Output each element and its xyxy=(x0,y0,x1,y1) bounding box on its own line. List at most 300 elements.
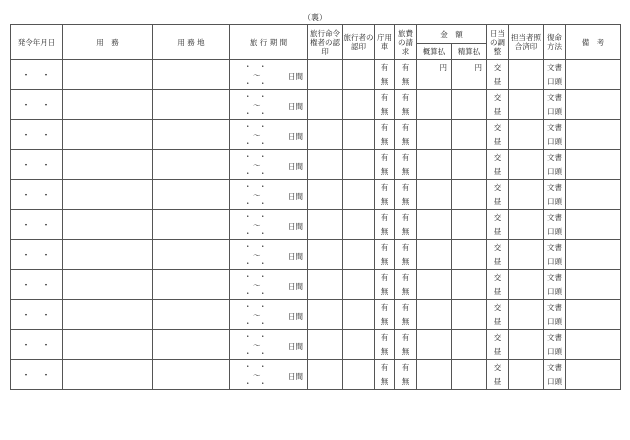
period-lines xyxy=(244,183,267,209)
period-end: ・ ・ xyxy=(244,379,267,388)
amount-approx-cell[interactable] xyxy=(417,240,452,270)
method-document[interactable]: 文書 xyxy=(547,182,562,192)
date-cell[interactable] xyxy=(11,120,63,150)
method-oral[interactable]: 口頭 xyxy=(547,286,562,296)
option-yes[interactable]: 有 xyxy=(401,62,410,72)
staff-check-cell[interactable] xyxy=(509,180,544,210)
option-yes[interactable]: 有 xyxy=(380,152,389,162)
remarks-cell[interactable] xyxy=(566,270,621,300)
official-car-cell[interactable] xyxy=(375,210,395,240)
official-car-cell[interactable] xyxy=(375,180,395,210)
allowance-cell[interactable] xyxy=(487,60,509,90)
remarks-cell[interactable] xyxy=(566,330,621,360)
expense-claim-cell[interactable] xyxy=(395,210,417,240)
staff-check-cell[interactable] xyxy=(509,150,544,180)
header-travel-expense-claim: 旅費の請求 xyxy=(395,25,417,60)
period-start: ・ ・ xyxy=(244,272,267,281)
return-method-cell[interactable] xyxy=(544,300,566,330)
method-document[interactable]: 文書 xyxy=(547,122,562,132)
option-no[interactable]: 無 xyxy=(401,256,410,266)
header-official-car: 庁用車 xyxy=(375,25,395,60)
expense-claim-cell[interactable] xyxy=(395,360,417,390)
traveler-seal-cell[interactable] xyxy=(343,180,375,210)
date-cell[interactable] xyxy=(11,300,63,330)
period-start: ・ ・ xyxy=(244,302,267,311)
allowance-top: 交 xyxy=(493,242,502,252)
staff-check-cell[interactable] xyxy=(509,300,544,330)
business-cell[interactable] xyxy=(63,240,153,270)
period-lines xyxy=(244,63,267,89)
traveler-seal-cell[interactable] xyxy=(343,90,375,120)
destination-cell[interactable] xyxy=(153,60,230,90)
option-no[interactable]: 無 xyxy=(380,346,389,356)
destination-cell[interactable] xyxy=(153,270,230,300)
amount-final-cell[interactable] xyxy=(452,360,487,390)
allowance-cell[interactable] xyxy=(487,90,509,120)
period-cell[interactable] xyxy=(230,330,308,360)
traveler-seal-cell[interactable] xyxy=(343,360,375,390)
staff-check-cell[interactable] xyxy=(509,90,544,120)
method-oral[interactable]: 口頭 xyxy=(547,106,562,116)
amount-final-cell[interactable] xyxy=(452,270,487,300)
date-placeholder: ・ ・ xyxy=(21,191,52,201)
table-row xyxy=(11,330,621,360)
option-no[interactable]: 無 xyxy=(380,166,389,176)
expense-claim-cell[interactable] xyxy=(395,330,417,360)
amount-approx-cell[interactable] xyxy=(417,60,452,90)
amount-final-cell[interactable] xyxy=(452,240,487,270)
period-end: ・ ・ xyxy=(244,319,267,328)
days-unit: 日間 xyxy=(288,252,303,261)
official-car-cell[interactable] xyxy=(375,300,395,330)
allowance-top: 交 xyxy=(493,62,502,72)
option-no[interactable]: 無 xyxy=(401,166,410,176)
approver-seal-cell[interactable] xyxy=(308,330,343,360)
header-destination: 用 務 地 xyxy=(153,25,230,60)
traveler-seal-cell[interactable] xyxy=(343,240,375,270)
expense-claim-cell[interactable] xyxy=(395,60,417,90)
period-cell[interactable] xyxy=(230,360,308,390)
option-no[interactable]: 無 xyxy=(380,106,389,116)
allowance-cell[interactable] xyxy=(487,180,509,210)
business-cell[interactable] xyxy=(63,150,153,180)
traveler-seal-cell[interactable] xyxy=(343,330,375,360)
period-cell[interactable] xyxy=(230,90,308,120)
days-unit: 日間 xyxy=(288,222,303,231)
amount-final-cell[interactable] xyxy=(452,330,487,360)
option-no[interactable]: 無 xyxy=(380,226,389,236)
period-cell[interactable] xyxy=(230,150,308,180)
business-cell[interactable] xyxy=(63,360,153,390)
date-placeholder: ・ ・ xyxy=(21,161,52,171)
days-unit: 日間 xyxy=(288,342,303,351)
period-tilde: ～ xyxy=(253,280,261,290)
option-yes[interactable]: 有 xyxy=(401,302,410,312)
allowance-cell[interactable] xyxy=(487,240,509,270)
option-yes[interactable]: 有 xyxy=(380,182,389,192)
traveler-seal-cell[interactable] xyxy=(343,150,375,180)
period-start: ・ ・ xyxy=(244,212,267,221)
approver-seal-cell[interactable] xyxy=(308,60,343,90)
method-oral[interactable]: 口頭 xyxy=(547,226,562,236)
period-lines xyxy=(244,273,267,299)
destination-cell[interactable] xyxy=(153,360,230,390)
option-yes[interactable]: 有 xyxy=(380,242,389,252)
official-car-cell[interactable] xyxy=(375,330,395,360)
option-yes[interactable]: 有 xyxy=(401,212,410,222)
return-method-cell[interactable] xyxy=(544,240,566,270)
period-cell[interactable] xyxy=(230,300,308,330)
destination-cell[interactable] xyxy=(153,180,230,210)
table-row xyxy=(11,210,621,240)
method-document[interactable]: 文書 xyxy=(547,152,562,162)
header-approver-seal: 旅行命令権者の認印 xyxy=(308,25,343,60)
amount-final-cell[interactable] xyxy=(452,60,487,90)
amount-approx-cell[interactable] xyxy=(417,180,452,210)
period-tilde: ～ xyxy=(253,340,261,350)
option-yes[interactable]: 有 xyxy=(401,92,410,102)
header-amount: 金 額 xyxy=(417,25,487,44)
date-cell[interactable] xyxy=(11,180,63,210)
expense-claim-cell[interactable] xyxy=(395,150,417,180)
staff-check-cell[interactable] xyxy=(509,60,544,90)
allowance-cell[interactable] xyxy=(487,210,509,240)
business-cell[interactable] xyxy=(63,180,153,210)
option-no[interactable]: 無 xyxy=(401,346,410,356)
date-cell[interactable] xyxy=(11,270,63,300)
amount-approx-cell[interactable] xyxy=(417,90,452,120)
option-yes[interactable]: 有 xyxy=(380,62,389,72)
option-no[interactable]: 無 xyxy=(380,76,389,86)
return-method-cell[interactable] xyxy=(544,90,566,120)
destination-cell[interactable] xyxy=(153,150,230,180)
approver-seal-cell[interactable] xyxy=(308,300,343,330)
option-yes[interactable]: 有 xyxy=(380,212,389,222)
amount-approx-cell[interactable] xyxy=(417,120,452,150)
amount-final-cell[interactable] xyxy=(452,300,487,330)
option-no[interactable]: 無 xyxy=(380,196,389,206)
period-cell[interactable] xyxy=(230,60,308,90)
method-document[interactable]: 文書 xyxy=(547,332,562,342)
approver-seal-cell[interactable] xyxy=(308,150,343,180)
date-cell[interactable] xyxy=(11,210,63,240)
method-oral[interactable]: 口頭 xyxy=(547,136,562,146)
option-no[interactable]: 無 xyxy=(380,376,389,386)
business-cell[interactable] xyxy=(63,90,153,120)
remarks-cell[interactable] xyxy=(566,210,621,240)
method-document[interactable]: 文書 xyxy=(547,242,562,252)
approver-seal-cell[interactable] xyxy=(308,360,343,390)
option-no[interactable]: 無 xyxy=(380,256,389,266)
allowance-top: 交 xyxy=(493,152,502,162)
allowance-top: 交 xyxy=(493,182,502,192)
business-cell[interactable] xyxy=(63,300,153,330)
approver-seal-cell[interactable] xyxy=(308,240,343,270)
allowance-cell[interactable] xyxy=(487,300,509,330)
date-placeholder: ・ ・ xyxy=(21,251,52,261)
method-document[interactable]: 文書 xyxy=(547,92,562,102)
remarks-cell[interactable] xyxy=(566,360,621,390)
return-method-cell[interactable] xyxy=(544,330,566,360)
period-cell[interactable] xyxy=(230,270,308,300)
allowance-bottom: 昼 xyxy=(493,376,502,386)
traveler-seal-cell[interactable] xyxy=(343,210,375,240)
period-end: ・ ・ xyxy=(244,349,267,358)
header-amount-final: 精算払 xyxy=(452,44,487,60)
date-placeholder: ・ ・ xyxy=(21,101,52,111)
option-no[interactable]: 無 xyxy=(380,316,389,326)
allowance-cell[interactable] xyxy=(487,270,509,300)
allowance-bottom: 昼 xyxy=(493,316,502,326)
header-staff-check: 担当者照合済印 xyxy=(509,25,544,60)
method-oral[interactable]: 口頭 xyxy=(547,316,562,326)
approver-seal-cell[interactable] xyxy=(308,90,343,120)
amount-approx-cell[interactable] xyxy=(417,150,452,180)
method-oral[interactable]: 口頭 xyxy=(547,346,562,356)
expense-claim-cell[interactable] xyxy=(395,270,417,300)
date-placeholder: ・ ・ xyxy=(21,131,52,141)
amount-final-cell[interactable] xyxy=(452,150,487,180)
return-method-cell[interactable] xyxy=(544,360,566,390)
method-document[interactable]: 文書 xyxy=(547,212,562,222)
method-oral[interactable]: 口頭 xyxy=(547,256,562,266)
allowance-top: 交 xyxy=(493,362,502,372)
option-yes[interactable]: 有 xyxy=(380,272,389,282)
amount-approx-cell[interactable] xyxy=(417,210,452,240)
period-cell[interactable] xyxy=(230,120,308,150)
amount-final-cell[interactable] xyxy=(452,90,487,120)
business-cell[interactable] xyxy=(63,270,153,300)
date-placeholder: ・ ・ xyxy=(21,371,52,381)
business-cell[interactable] xyxy=(63,210,153,240)
period-cell[interactable] xyxy=(230,180,308,210)
return-method-cell[interactable] xyxy=(544,210,566,240)
staff-check-cell[interactable] xyxy=(509,240,544,270)
destination-cell[interactable] xyxy=(153,120,230,150)
date-placeholder: ・ ・ xyxy=(21,71,52,81)
business-cell[interactable] xyxy=(63,330,153,360)
allowance-cell[interactable] xyxy=(487,360,509,390)
destination-cell[interactable] xyxy=(153,210,230,240)
remarks-cell[interactable] xyxy=(566,150,621,180)
allowance-bottom: 昼 xyxy=(493,196,502,206)
expense-claim-cell[interactable] xyxy=(395,180,417,210)
remarks-cell[interactable] xyxy=(566,90,621,120)
date-cell[interactable] xyxy=(11,90,63,120)
remarks-cell[interactable] xyxy=(566,240,621,270)
traveler-seal-cell[interactable] xyxy=(343,270,375,300)
official-car-cell[interactable] xyxy=(375,240,395,270)
approver-seal-cell[interactable] xyxy=(308,270,343,300)
allowance-cell[interactable] xyxy=(487,330,509,360)
option-yes[interactable]: 有 xyxy=(401,122,410,132)
period-start: ・ ・ xyxy=(244,332,267,341)
allowance-cell[interactable] xyxy=(487,120,509,150)
allowance-bottom: 昼 xyxy=(493,346,502,356)
official-car-cell[interactable] xyxy=(375,360,395,390)
staff-check-cell[interactable] xyxy=(509,120,544,150)
allowance-bottom: 昼 xyxy=(493,286,502,296)
option-no[interactable]: 無 xyxy=(380,286,389,296)
amount-final-cell[interactable] xyxy=(452,180,487,210)
option-no[interactable]: 無 xyxy=(401,316,410,326)
option-yes[interactable]: 有 xyxy=(401,272,410,282)
period-lines xyxy=(244,243,267,269)
traveler-seal-cell[interactable] xyxy=(343,300,375,330)
expense-claim-cell[interactable] xyxy=(395,240,417,270)
amount-approx-cell[interactable] xyxy=(417,270,452,300)
date-cell[interactable] xyxy=(11,360,63,390)
allowance-bottom: 昼 xyxy=(493,106,502,116)
option-yes[interactable]: 有 xyxy=(401,332,410,342)
amount-approx-cell[interactable] xyxy=(417,360,452,390)
amount-final-cell[interactable] xyxy=(452,210,487,240)
date-cell[interactable] xyxy=(11,240,63,270)
option-no[interactable]: 無 xyxy=(401,226,410,236)
option-yes[interactable]: 有 xyxy=(401,152,410,162)
remarks-cell[interactable] xyxy=(566,180,621,210)
option-yes[interactable]: 有 xyxy=(380,302,389,312)
allowance-cell[interactable] xyxy=(487,150,509,180)
approver-seal-cell[interactable] xyxy=(308,180,343,210)
period-end: ・ ・ xyxy=(244,109,267,118)
traveler-seal-cell[interactable] xyxy=(343,60,375,90)
header-return-method: 復命方法 xyxy=(544,25,566,60)
header-daily-allowance: 日当の調整 xyxy=(487,25,509,60)
option-yes[interactable]: 有 xyxy=(401,182,410,192)
destination-cell[interactable] xyxy=(153,90,230,120)
amount-approx-cell[interactable] xyxy=(417,300,452,330)
traveler-seal-cell[interactable] xyxy=(343,120,375,150)
remarks-cell[interactable] xyxy=(566,60,621,90)
official-car-cell[interactable] xyxy=(375,60,395,90)
remarks-cell[interactable] xyxy=(566,300,621,330)
page-side-label: （裏） xyxy=(303,13,327,22)
days-unit: 日間 xyxy=(288,372,303,381)
method-document[interactable]: 文書 xyxy=(547,62,562,72)
option-yes[interactable]: 有 xyxy=(401,362,410,372)
period-tilde: ～ xyxy=(253,220,261,230)
header-traveler-seal: 旅行者の認印 xyxy=(343,25,375,60)
staff-check-cell[interactable] xyxy=(509,270,544,300)
method-document[interactable]: 文書 xyxy=(547,362,562,372)
days-unit: 日間 xyxy=(288,192,303,201)
period-end: ・ ・ xyxy=(244,79,267,88)
official-car-cell[interactable] xyxy=(375,120,395,150)
period-start: ・ ・ xyxy=(244,152,267,161)
method-document[interactable]: 文書 xyxy=(547,272,562,282)
allowance-bottom: 昼 xyxy=(493,166,502,176)
date-cell[interactable] xyxy=(11,330,63,360)
allowance-top: 交 xyxy=(493,212,502,222)
business-cell[interactable] xyxy=(63,120,153,150)
days-unit: 日間 xyxy=(288,132,303,141)
option-no[interactable]: 無 xyxy=(401,106,410,116)
allowance-bottom: 昼 xyxy=(493,136,502,146)
period-tilde: ～ xyxy=(253,370,261,380)
header-date: 発令年月日 xyxy=(11,25,63,60)
option-no[interactable]: 無 xyxy=(401,286,410,296)
date-placeholder: ・ ・ xyxy=(21,281,52,291)
allowance-top: 交 xyxy=(493,272,502,282)
method-oral[interactable]: 口頭 xyxy=(547,376,562,386)
expense-claim-cell[interactable] xyxy=(395,300,417,330)
approver-seal-cell[interactable] xyxy=(308,210,343,240)
option-no[interactable]: 無 xyxy=(401,196,410,206)
staff-check-cell[interactable] xyxy=(509,210,544,240)
option-yes[interactable]: 有 xyxy=(380,122,389,132)
return-method-cell[interactable] xyxy=(544,180,566,210)
option-yes[interactable]: 有 xyxy=(380,92,389,102)
destination-cell[interactable] xyxy=(153,240,230,270)
method-document[interactable]: 文書 xyxy=(547,302,562,312)
official-car-cell[interactable] xyxy=(375,90,395,120)
method-oral[interactable]: 口頭 xyxy=(547,76,562,86)
staff-check-cell[interactable] xyxy=(509,330,544,360)
date-placeholder: ・ ・ xyxy=(21,341,52,351)
option-no[interactable]: 無 xyxy=(401,76,410,86)
destination-cell[interactable] xyxy=(153,300,230,330)
option-no[interactable]: 無 xyxy=(380,136,389,146)
table-row xyxy=(11,120,621,150)
header-period: 旅 行 期 間 xyxy=(230,25,308,60)
table-row xyxy=(11,60,621,90)
option-yes[interactable]: 有 xyxy=(380,332,389,342)
destination-cell[interactable] xyxy=(153,330,230,360)
expense-claim-cell[interactable] xyxy=(395,90,417,120)
return-method-cell[interactable] xyxy=(544,150,566,180)
period-start: ・ ・ xyxy=(244,242,267,251)
period-start: ・ ・ xyxy=(244,122,267,131)
remarks-cell[interactable] xyxy=(566,120,621,150)
option-no[interactable]: 無 xyxy=(401,376,410,386)
official-car-cell[interactable] xyxy=(375,270,395,300)
expense-claim-cell[interactable] xyxy=(395,120,417,150)
date-placeholder: ・ ・ xyxy=(21,221,52,231)
amount-final-cell[interactable] xyxy=(452,120,487,150)
days-unit: 日間 xyxy=(288,72,303,81)
option-yes[interactable]: 有 xyxy=(401,242,410,252)
option-yes[interactable]: 有 xyxy=(380,362,389,372)
approver-seal-cell[interactable] xyxy=(308,120,343,150)
return-method-cell[interactable] xyxy=(544,120,566,150)
header-business: 用 務 xyxy=(63,25,153,60)
date-cell[interactable] xyxy=(11,150,63,180)
method-oral[interactable]: 口頭 xyxy=(547,196,562,206)
staff-check-cell[interactable] xyxy=(509,360,544,390)
period-cell[interactable] xyxy=(230,210,308,240)
period-start: ・ ・ xyxy=(244,362,267,371)
period-start: ・ ・ xyxy=(244,182,267,191)
allowance-bottom: 昼 xyxy=(493,76,502,86)
amount-approx-cell[interactable] xyxy=(417,330,452,360)
official-car-cell[interactable] xyxy=(375,150,395,180)
period-end: ・ ・ xyxy=(244,139,267,148)
table-row xyxy=(11,180,621,210)
period-tilde: ～ xyxy=(253,250,261,260)
table-row xyxy=(11,300,621,330)
travel-record-table xyxy=(10,24,621,390)
period-tilde: ～ xyxy=(253,310,261,320)
allowance-bottom: 昼 xyxy=(493,226,502,236)
method-oral[interactable]: 口頭 xyxy=(547,166,562,176)
period-cell[interactable] xyxy=(230,240,308,270)
date-cell[interactable] xyxy=(11,60,63,90)
business-cell[interactable] xyxy=(63,60,153,90)
option-no[interactable]: 無 xyxy=(401,136,410,146)
return-method-cell[interactable] xyxy=(544,60,566,90)
return-method-cell[interactable] xyxy=(544,270,566,300)
